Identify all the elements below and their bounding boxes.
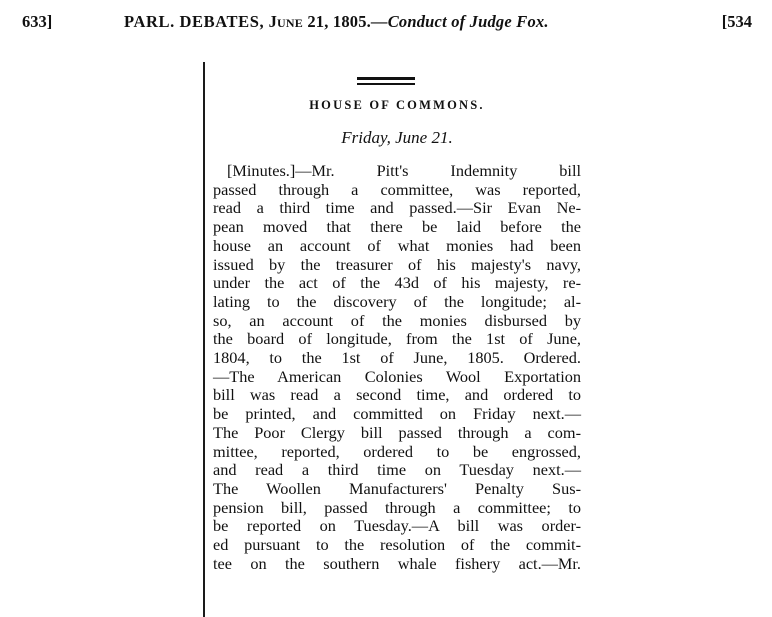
body-line: The Poor Clergy bill passed through a com- bbox=[213, 422, 581, 442]
body-line: the board of longitude, from the 1st of June, bbox=[213, 329, 581, 349]
body-line: ed pursuant to the resolution of the commit- bbox=[213, 535, 581, 555]
running-head-title: PARL. DEBATES, bbox=[124, 12, 265, 31]
body-line: lating to the discovery of the longitude; al- bbox=[213, 291, 581, 311]
running-head-topic: —Conduct of Judge Fox. bbox=[371, 12, 549, 31]
body-line: issued by the treasurer of his majesty's navy, bbox=[213, 254, 581, 274]
minutes-paragraph bbox=[213, 162, 581, 573]
body-line: tee on the southern whale fishery act.—Mr. bbox=[213, 553, 581, 573]
column-rule bbox=[203, 62, 205, 617]
ornament-thick-rule bbox=[357, 77, 415, 80]
body-line: bill was read a second time, and ordered to bbox=[213, 385, 581, 405]
body-line: [Minutes.]—Mr. Pitt's Indemnity bill bbox=[227, 161, 581, 180]
body-line: be reported on Tuesday.—A bill was order- bbox=[213, 516, 581, 536]
body-line: under the act of the 43d of his majesty, re- bbox=[213, 273, 581, 293]
running-head bbox=[124, 12, 549, 32]
body-line: 1804, to the 1st of June, 1805. Ordered. bbox=[213, 348, 581, 368]
page-header bbox=[0, 12, 772, 38]
ornament-thin-rule bbox=[357, 83, 415, 85]
left-page-number: 633] bbox=[22, 12, 53, 31]
body-line: so, an account of the monies disbursed by bbox=[213, 310, 581, 330]
body-line: The Woollen Manufacturers' Penalty Sus- bbox=[213, 478, 581, 498]
right-page-number: [534 bbox=[721, 12, 752, 31]
body-line: passed through a committee, was reported, bbox=[213, 179, 581, 199]
body-line: pean moved that there be laid before the bbox=[213, 217, 581, 237]
running-head-date: June 21, 1805. bbox=[268, 12, 371, 31]
body-line: —The American Colonies Wool Exportation bbox=[213, 366, 581, 386]
section-ornament bbox=[357, 77, 415, 87]
body-line: pension bill, passed through a committee; to bbox=[213, 497, 581, 517]
body-line: mittee, reported, ordered to be engrossed, bbox=[213, 441, 581, 461]
body-line: read a third time and passed.—Sir Evan Ne- bbox=[213, 198, 581, 218]
body-line: and read a third time on Tuesday next.— bbox=[213, 460, 581, 480]
house-heading: HOUSE OF COMMONS. bbox=[309, 98, 485, 112]
day-heading: Friday, June 21. bbox=[341, 128, 453, 147]
body-line: house an account of what monies had been bbox=[213, 235, 581, 255]
body-line: be printed, and committed on Friday next.— bbox=[213, 404, 581, 424]
